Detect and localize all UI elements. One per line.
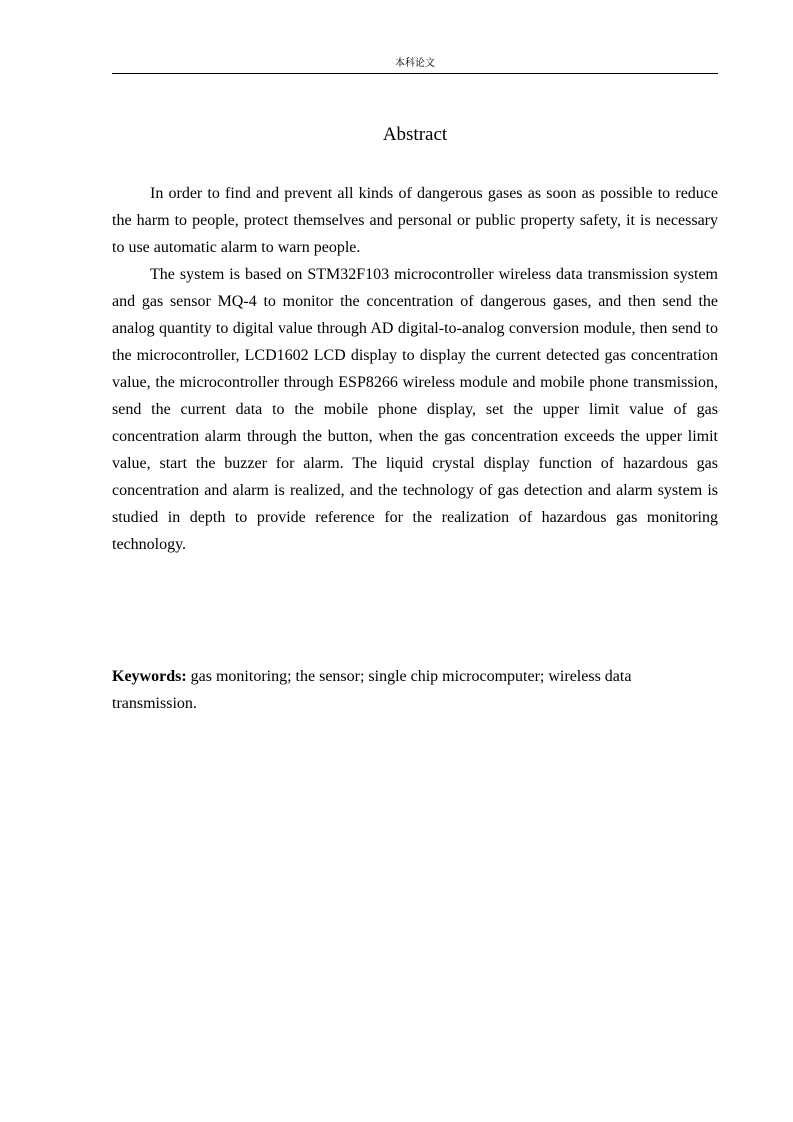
keywords-text: gas monitoring; the sensor; single chip microcomputer; wireless data transmission. [112,668,632,712]
running-header: 本科论文 [395,58,435,69]
header-divider [112,73,718,74]
abstract-paragraph: In order to find and prevent all kinds of dangerous gases as soon as possible to reduce the harm to people, protect themselves and personal or public property safety, it is necessary to use automatic alarm to warn people. [112,185,718,256]
abstract-paragraph: The system is based on STM32F103 microcontroller wireless data transmission system and gas sensor MQ-4 to monitor the concentration of dangerous gases, and then send the analog quantity to digital value through AD digital-to-analog conversion module, then send to the microcontroller, LCD1602 LCD display to display the current detected gas concentration value, the microcontroller through ESP8266 wireless module and mobile phone transmission, send the current data to the mobile phone display, set the upper limit value of gas concentration alarm through the button, when the gas concentration exceeds the upper limit value, start the buzzer for alarm. The liquid crystal display function of hazardous gas concentration and alarm is realized, and the technology of gas detection and alarm system is studied in depth to provide reference for the realization of hazardous gas monitoring technology. [112,266,718,553]
keywords-label: Keywords: [112,668,187,685]
keywords-section [112,663,692,717]
abstract-title: Abstract [382,124,448,145]
abstract-body [112,180,718,558]
